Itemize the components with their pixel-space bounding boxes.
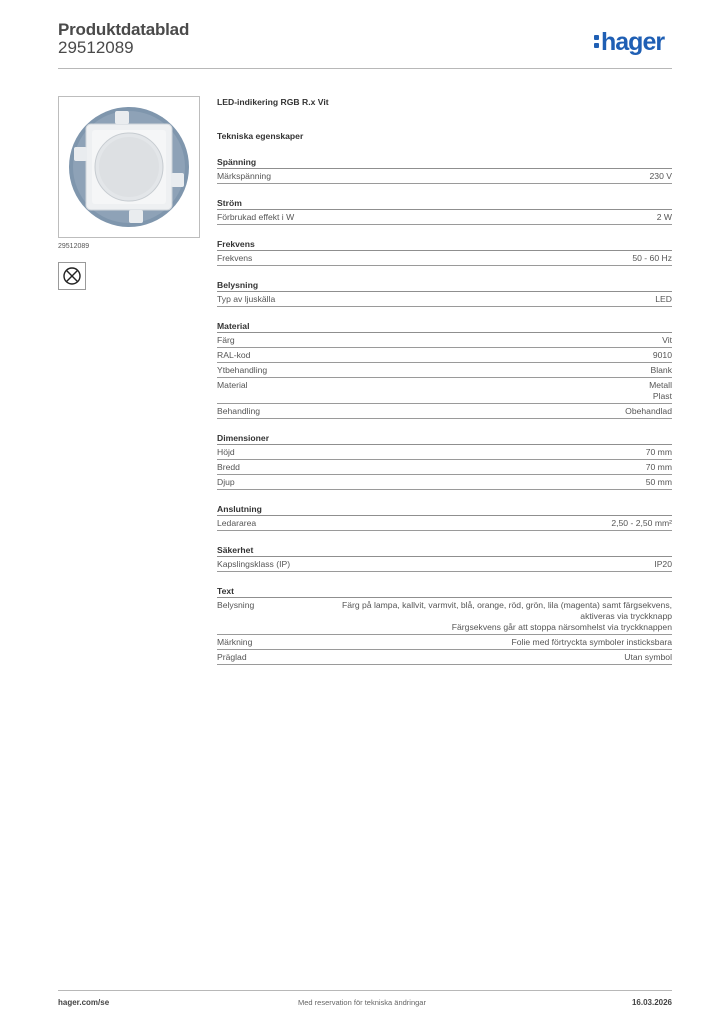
spec-label: RAL-kod — [217, 350, 251, 360]
spec-label: Ytbehandling — [217, 365, 268, 375]
spec-label: Typ av ljuskälla — [217, 294, 276, 304]
spec-label: Märkspänning — [217, 171, 271, 181]
spec-label: Behandling — [217, 406, 261, 416]
spec-section — [217, 544, 672, 572]
spec-row — [217, 251, 672, 266]
spec-value-line: Blank — [650, 365, 672, 375]
spec-label: Märkning — [217, 637, 253, 647]
footer-disclaimer: Med reservation för tekniska ändringar — [298, 998, 426, 1007]
spec-value-line: Metall — [649, 380, 672, 390]
spec-label: Material — [217, 380, 248, 390]
spec-row — [217, 292, 672, 307]
footer-date: 16.03.2026 — [631, 998, 672, 1007]
spec-value-line: 2 W — [656, 212, 672, 222]
spec-value — [512, 637, 672, 648]
spec-section — [217, 320, 672, 419]
product-name: LED-indikering RGB R.x Vit — [217, 97, 329, 107]
spec-value-line: 50 - 60 Hz — [632, 253, 672, 263]
spec-row — [217, 635, 672, 650]
spec-value — [651, 365, 673, 376]
spec-section — [217, 197, 672, 225]
spec-label: Präglad — [217, 652, 247, 662]
spec-row — [217, 650, 672, 665]
section-title: Text — [217, 585, 672, 598]
spec-label: Kapslingsklass (IP) — [217, 559, 291, 569]
section-title: Ström — [217, 197, 672, 210]
spec-value-line: 230 V — [649, 171, 672, 181]
spec-value — [632, 253, 672, 264]
spec-row — [217, 348, 672, 363]
spec-value-line: Utan symbol — [624, 652, 672, 662]
spec-value — [342, 600, 672, 633]
spec-value-line: 50 mm — [645, 477, 672, 487]
tech-heading: Tekniska egenskaper — [217, 131, 304, 141]
spec-row — [217, 516, 672, 531]
spec-value-line: IP20 — [654, 559, 672, 569]
spec-value — [657, 212, 672, 223]
spec-value-line: 70 mm — [645, 462, 672, 472]
product-number: 29512089 — [58, 38, 134, 57]
product-image — [58, 96, 200, 238]
spec-section — [217, 503, 672, 531]
spec-value — [653, 350, 672, 361]
spec-row — [217, 404, 672, 419]
spec-value — [662, 335, 672, 346]
spec-value-line: Färgsekvens går att stoppa närsomhelst via tryckknappen — [451, 622, 672, 632]
spec-value — [646, 447, 672, 458]
footer-divider — [58, 990, 672, 991]
spec-value-line: Färg på lampa, kallvit, varmvit, blå, orange, röd, grön, lila (magenta) samt färgsekvens, — [341, 600, 672, 610]
spec-section — [217, 432, 672, 490]
spec-row — [217, 378, 672, 404]
spec-value — [611, 518, 672, 529]
spec-label: Frekvens — [217, 253, 253, 263]
spec-value — [624, 652, 672, 663]
section-title: Anslutning — [217, 503, 672, 516]
spec-row — [217, 598, 672, 635]
footer-website: hager.com/se — [58, 998, 110, 1007]
spec-sections — [217, 156, 672, 665]
spec-value — [646, 477, 672, 488]
spec-value — [650, 171, 672, 182]
logo-text: hager — [601, 28, 665, 56]
spec-row — [217, 445, 672, 460]
image-caption: 29512089 — [58, 243, 90, 250]
spec-value — [625, 406, 672, 417]
section-title: Frekvens — [217, 238, 672, 251]
hager-logo — [594, 29, 664, 55]
spec-section — [217, 238, 672, 266]
spec-row — [217, 169, 672, 184]
spec-value — [646, 462, 672, 473]
spec-value-line: Vit — [662, 335, 672, 345]
spec-label: Höjd — [217, 447, 235, 457]
section-title: Spänning — [217, 156, 672, 169]
spec-label: Ledararea — [217, 518, 257, 528]
spec-label: Bredd — [217, 462, 240, 472]
spec-label: Förbrukad effekt i W — [217, 212, 295, 222]
spec-value — [654, 559, 672, 570]
section-title: Säkerhet — [217, 544, 672, 557]
spec-row — [217, 210, 672, 225]
spec-row — [217, 475, 672, 490]
document-title: Produktdatablad — [58, 20, 190, 39]
spec-value-line: LED — [655, 294, 672, 304]
spec-value-line: 2,50 - 2,50 mm² — [611, 518, 672, 528]
section-title: Material — [217, 320, 672, 333]
section-title: Belysning — [217, 279, 672, 292]
spec-row — [217, 557, 672, 572]
specifications — [217, 96, 672, 665]
spec-value-line: aktiveras via tryckknapp — [580, 611, 672, 621]
spec-value-line: 9010 — [652, 350, 672, 360]
spec-value-line: Obehandlad — [625, 406, 672, 416]
spec-section — [217, 585, 672, 665]
spec-row — [217, 333, 672, 348]
spec-label: Belysning — [217, 600, 255, 610]
header-divider — [58, 68, 672, 69]
spec-value-line: Folie med förtryckta symboler insticksbara — [511, 637, 672, 647]
spec-label: Djup — [217, 477, 235, 487]
logo-dots-icon — [594, 34, 599, 49]
section-title: Dimensioner — [217, 432, 672, 445]
spec-label: Färg — [217, 335, 235, 345]
spec-value-line: Plast — [652, 391, 672, 401]
spec-section — [217, 156, 672, 184]
spec-section — [217, 279, 672, 307]
spec-row — [217, 363, 672, 378]
spec-row — [217, 460, 672, 475]
spec-value — [649, 380, 672, 402]
lamp-symbol-icon — [58, 262, 86, 290]
spec-value-line: 70 mm — [645, 447, 672, 457]
spec-value — [655, 294, 672, 305]
